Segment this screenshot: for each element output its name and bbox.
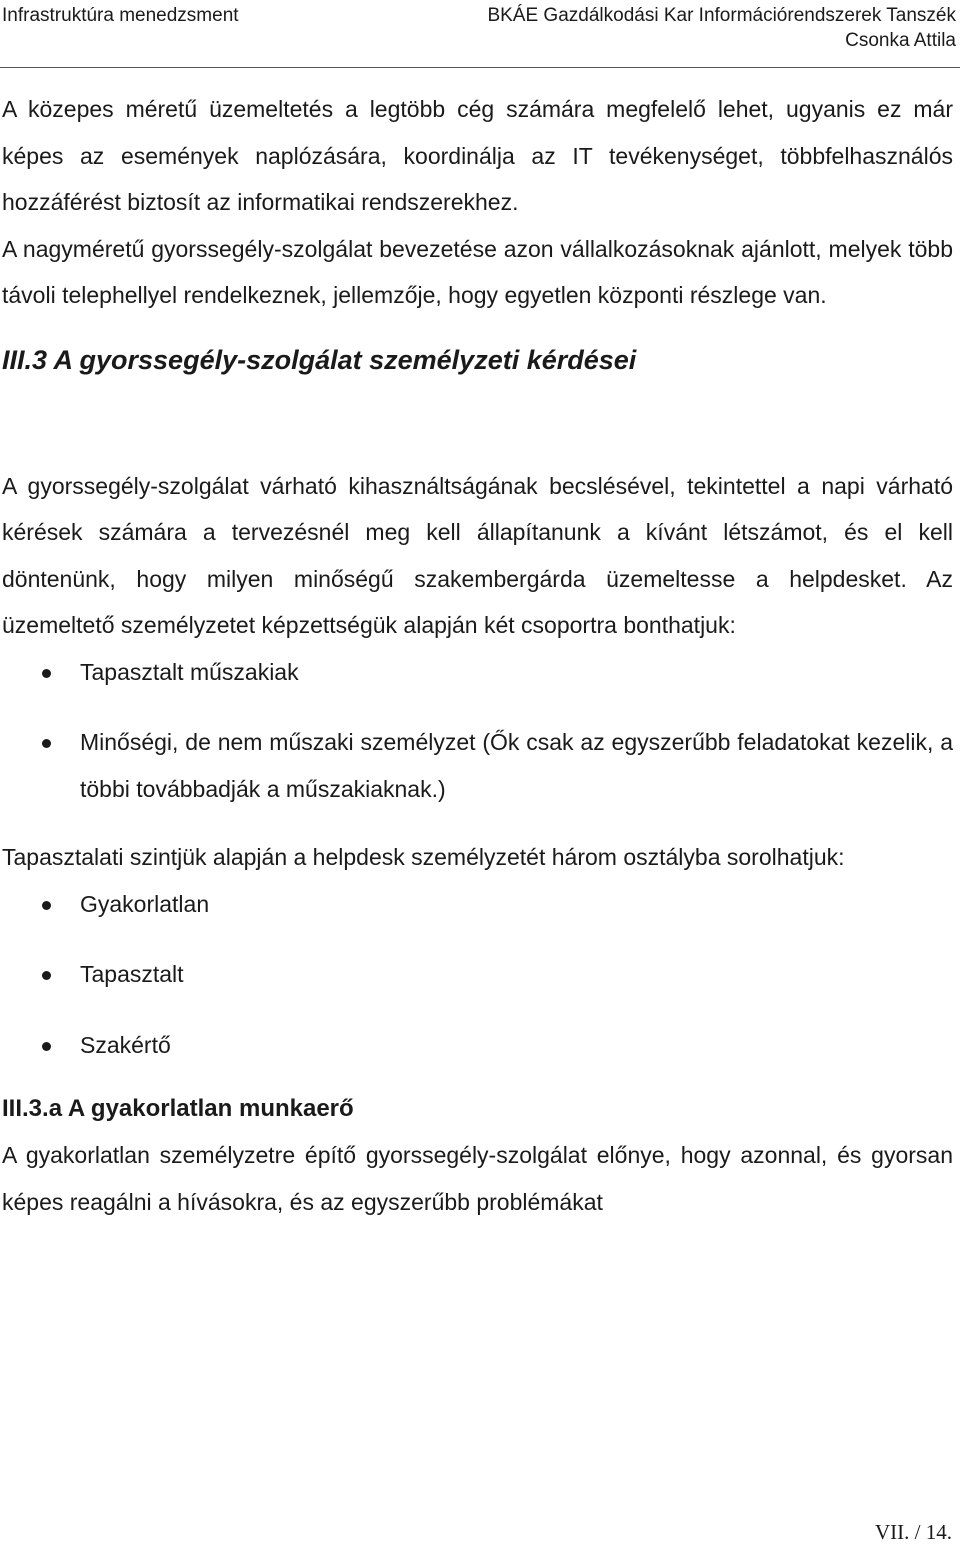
section-heading: III.3 A gyorssegély-szolgálat személyzeti kérdései [2, 344, 637, 375]
staff-types-list [2, 649, 953, 813]
page-header [0, 0, 960, 68]
bullet-icon [42, 669, 51, 678]
subsection-heading: III.3.a A gyakorlatlan munkaerő [2, 1095, 354, 1122]
header-course-title: Infrastruktúra menedzsment [2, 5, 239, 26]
list-item-text: Tapasztalt műszakiak [80, 658, 299, 685]
paragraph-experience: Tapasztalati szintjük alapján a helpdesk személyzetét három osztályba sorolhatjuk: [2, 844, 845, 870]
list-item-text: Minőségi, de nem műszaki személyzet (Ők csak az egyszerűbb feladatokat kezelik, a többi továbbadják a műszakiaknak.) [80, 729, 953, 802]
bullet-icon [42, 739, 51, 748]
paragraph-medium-operation: A közepes méretű üzemeltetés a legtöbb cég számára megfelelő lehet, ugyanis ez már képes az események naplózására, koordinálja az IT tevékenységet, többfelhasználós hozzáférést biztosít az informatikai rendszerekhez. [2, 96, 953, 215]
page-number: VII. / 14. [875, 1520, 952, 1544]
paragraph-large-helpdesk: A nagyméretű gyorssegély-szolgálat bevezetése azon vállalkozásoknak ajánlott, melyek több távoli telephellyel rendelkeznek, jellemzője, hogy egyetlen központi részlege van. [2, 235, 953, 308]
paragraph-staffing: A gyorssegély-szolgálat várható kihasználtságának becslésével, tekintettel a napi várható kérések számára a tervezésnél meg kell állapítanunk a kívánt létszámot, és el kell döntenünk, hogy milyen minőségű szakembergárda üzemeltesse a helpdesket. Az üzemeltető személyzetet képzettségük alapján két csoportra bonthatjuk: [2, 472, 953, 638]
paragraph-inexperienced-staff: A gyakorlatlan személyzetre építő gyorssegély-szolgálat előnye, hogy azonnal, és gyorsan képes reagálni a hívásokra, és az egyszerűbb problémákat [2, 1142, 953, 1215]
list-item-text: Szakértő [80, 1031, 171, 1058]
bullet-icon [42, 1042, 51, 1051]
list-item [2, 719, 953, 812]
list-item [2, 1022, 953, 1069]
list-item [2, 951, 953, 998]
list-item-text: Gyakorlatlan [80, 890, 210, 917]
bullet-icon [42, 901, 51, 910]
list-item [2, 881, 953, 928]
bullet-icon [42, 971, 51, 980]
list-item [2, 649, 953, 696]
experience-levels-list [2, 881, 953, 1069]
list-item-text: Tapasztalt [80, 961, 184, 987]
document-body [2, 86, 953, 1225]
header-department: BKÁE Gazdálkodási Kar Információrendszerek Tanszék [487, 5, 956, 26]
header-institution [487, 3, 956, 53]
header-author: Csonka Attila [845, 30, 956, 51]
